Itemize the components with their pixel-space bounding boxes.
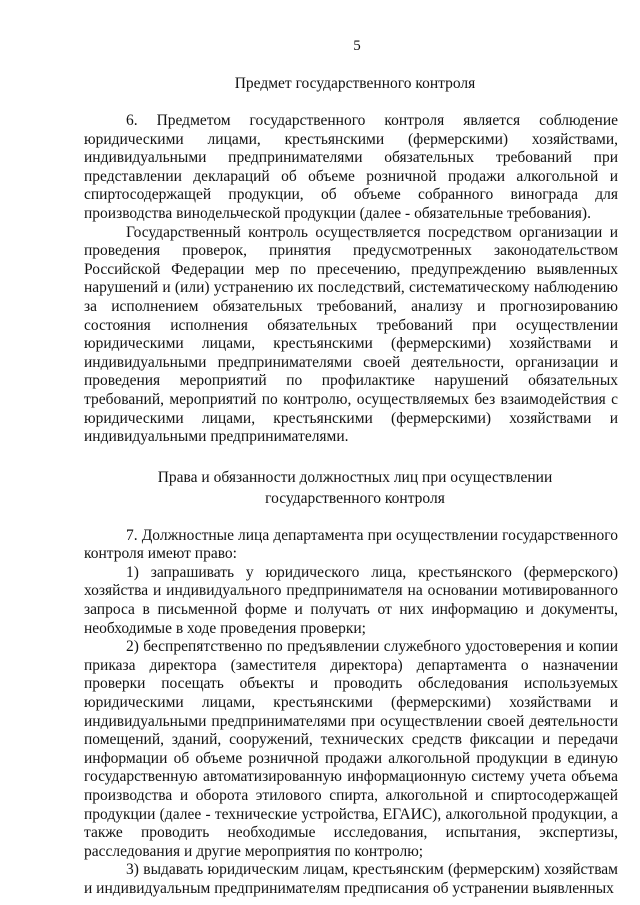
paragraph-7: 7. Должностные лица департамента при осуществлении государственного контроля имеют право: [84,526,618,563]
paragraph-right-3: 3) выдавать юридическим лицам, крестьянским (фермерским) хозяйствам и индивидуальным предпринимателям предписания об устранении выявленных [84,861,618,897]
paragraph-6: 6. Предметом государственного контроля является соблюдение юридическими лицами, крестьянскими (фермерскими) хозяйствами, индивидуальными предпринимателями обязательных требований при представлении деклараций об объеме розничной продажи алкогольной и спиртосодержащей продукции, об объеме собранного винограда для производства винодельческой продукции (далее - обязательные требования). [84,112,618,222]
section-heading-rights-line2: государственного контроля [265,489,445,507]
paragraph-right-1: 1) запрашивать у юридического лица, крестьянского (фермерского) хозяйства и индивидуального предпринимателя на основании мотивированного запроса в письменной форме и получать от них информацию и документы, необходимые в ходе проведения проверки; [84,563,618,637]
paragraph-right-2: 2) беспрепятственно по предъявлении служебного удостоверения и копии приказа директора (заместителя директора) департамента о назначении проверки посещать объекты и проводить обследования используемых юридическими лицами, крестьянскими (фермерскими) хозяйствами и индивидуальными предпринимателями при осуществлении своей деятельности помещений, зданий, сооружений, технических средств фиксации и передачи информации об объеме розничной продажи алкогольной продукции в единую государственную автоматизированную информационную систему учета объема производства и оборота этилового спирта, алкогольной и спиртосодержащей продукции (далее - технические устройства, ЕГАИС), алкогольной продукции, а также проводить необходимые исследования, испытания, экспертизы, расследования и другие мероприятия по контролю; [84,638,618,860]
section-heading-rights-line1: Права и обязанности должностных лиц при осуществлении [157,468,553,486]
page-number: 5 [353,38,361,54]
section-heading-subject: Предмет государственного контроля [234,75,476,92]
paragraph-control-methods: Государственный контроль осуществляется посредством организации и проведения проверок, принятия предусмотренных законодательством Российской Федерации мер по пресечению, предупреждению выявленных нарушений и (или) устранению их последствий, систематическому наблюдению за исполнением обязательных требований, анализу и прогнозированию состояния исполнения обязательных требований при осуществлении юридическими лицами, крестьянскими (фермерскими) хозяйствами и индивидуальными предпринимателями своей деятельности, организации и проведения мероприятий по профилактике нарушений обязательных требований, мероприятий по контролю, осуществляемых без взаимодействия с юридическими лицами, крестьянскими (фермерскими) хозяйствами и индивидуальными предпринимателями. [84,223,618,446]
